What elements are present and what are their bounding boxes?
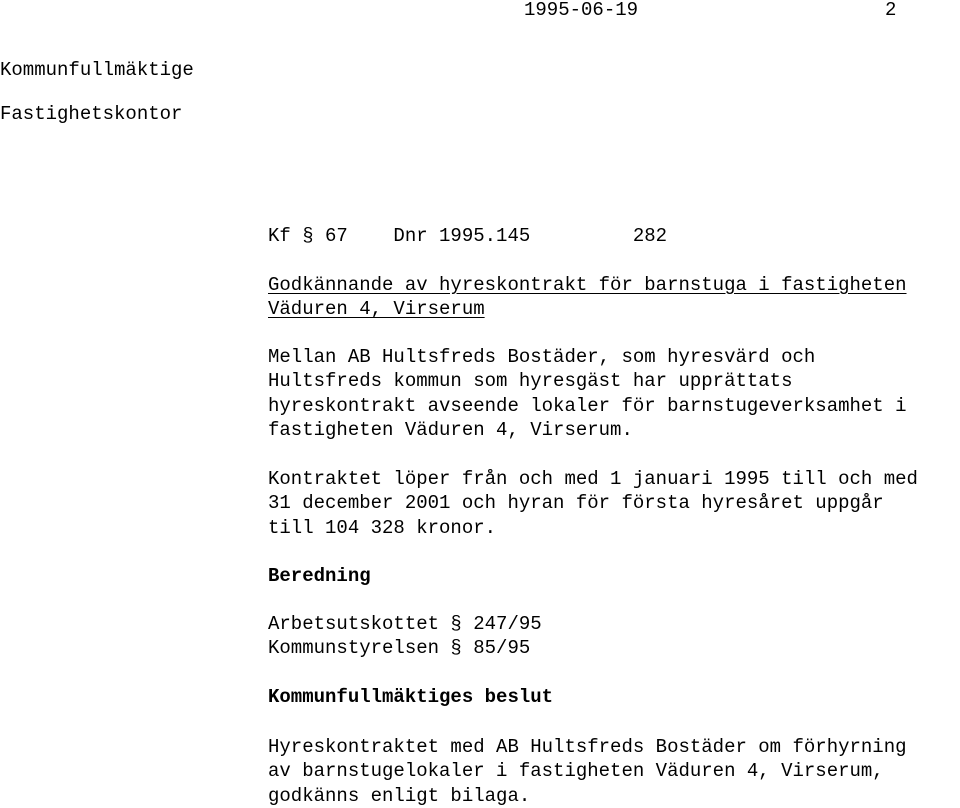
recipient-kommunfullmaktige: Kommunfullmäktige [0,59,194,81]
title-line-2: Väduren 4, Virserum [268,298,485,320]
page-number: 2 [885,0,897,21]
header-date: 1995-06-19 [524,0,639,21]
preparation-item-kommunstyrelsen: Kommunstyrelsen § 85/95 [268,637,531,659]
reference-line: Kf § 67 Dnr 1995.145 282 [268,225,668,247]
preparation-heading: Beredning [268,565,371,587]
body-paragraph-1: Mellan AB Hultsfreds Bostäder, som hyresvärd och Hultsfreds kommun som hyresgäst har upprättats hyreskontrakt avseende lokaler för barnstugeverksamhet i fastigheten Väduren 4, Virserum. [268,346,907,441]
decision-text: Hyreskontraktet med AB Hultsfreds Bostäder om förhyrning av barnstugelokaler i fastigheten Väduren 4, Virserum, godkänns enligt bilaga. [268,736,907,807]
title-line-1: Godkännande av hyreskontrakt för barnstuga i fastigheten [268,274,907,296]
recipient-fastighetskontor: Fastighetskontor [0,103,183,125]
decision-heading: Kommunfullmäktiges beslut [268,686,554,708]
body-paragraph-2: Kontraktet löper från och med 1 januari 1995 till och med 31 december 2001 och hyran för första hyresåret uppgår till 104 328 kronor. [268,468,918,539]
preparation-item-arbetsutskottet: Arbetsutskottet § 247/95 [268,613,542,635]
